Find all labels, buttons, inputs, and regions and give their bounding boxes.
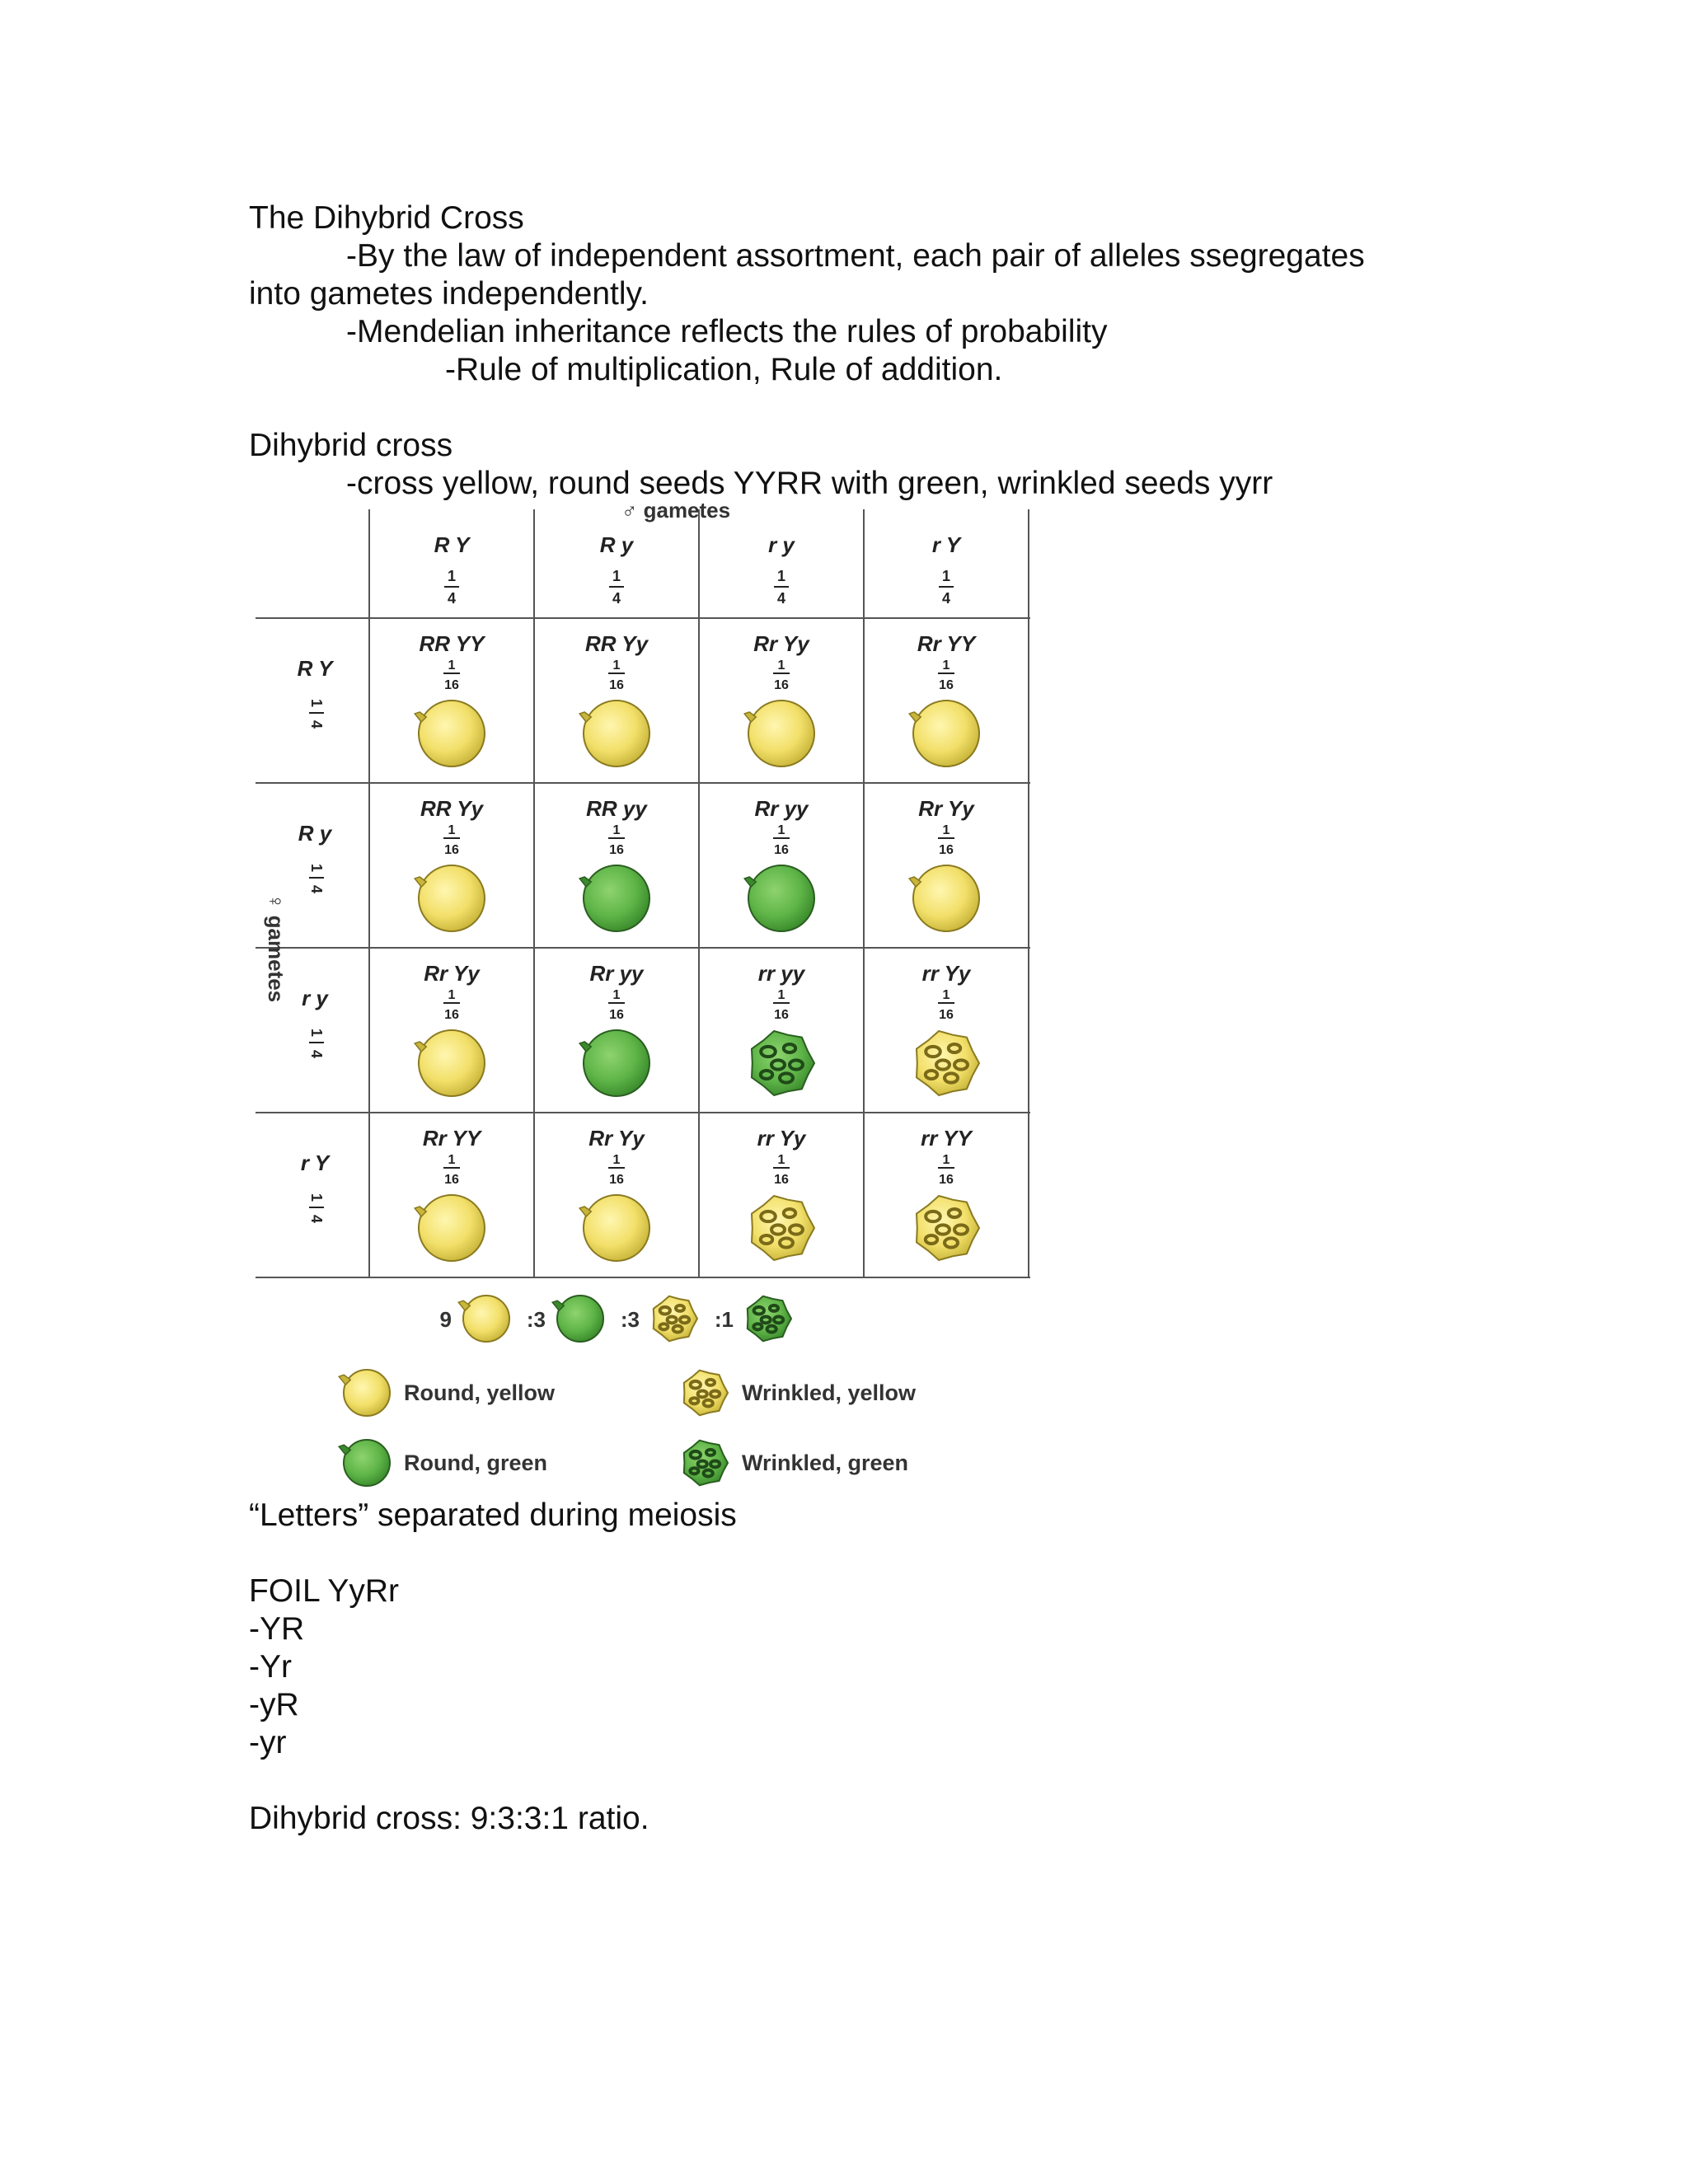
fraction-denominator: 4 bbox=[308, 1214, 325, 1224]
pea-body bbox=[419, 701, 485, 766]
pea-body bbox=[419, 1030, 485, 1096]
pea-round-yellow bbox=[579, 1195, 649, 1261]
fraction-numerator: 1 bbox=[308, 863, 325, 873]
punnett-cell bbox=[909, 796, 979, 931]
note-line: -Mendelian inheritance reflects the rules of probability bbox=[346, 314, 1108, 349]
fraction-denominator: 4 bbox=[776, 590, 786, 607]
punnett-cell bbox=[415, 1126, 485, 1261]
row-gamete-fraction bbox=[308, 1029, 325, 1058]
cell-genotype: RR YY bbox=[419, 631, 485, 656]
fraction-denominator: 4 bbox=[612, 590, 621, 607]
note-line: -Rule of multiplication, Rule of addition. bbox=[445, 352, 1003, 387]
row-gamete-label: r y bbox=[302, 986, 328, 1010]
cell-genotype: Rr Yy bbox=[424, 961, 480, 986]
gamete-list-item: -yR bbox=[249, 1687, 299, 1722]
pea-body bbox=[557, 1296, 603, 1342]
punnett-cell bbox=[579, 1126, 649, 1261]
section-title: Dihybrid cross bbox=[249, 428, 453, 463]
fraction-numerator: 1 bbox=[777, 823, 785, 837]
note-line: -By the law of independent assortment, each pair of alleles ssegregates bbox=[346, 238, 1365, 274]
ratio-pea-round-green bbox=[552, 1296, 603, 1342]
pea-round-yellow bbox=[909, 865, 979, 931]
punnett-cell bbox=[917, 961, 979, 1095]
row-gamete-label: R y bbox=[298, 821, 332, 846]
fraction-denominator: 16 bbox=[609, 843, 624, 857]
fraction-numerator: 1 bbox=[448, 658, 456, 673]
fraction-numerator: 1 bbox=[942, 823, 950, 837]
legend-label: Wrinkled, green bbox=[742, 1451, 909, 1475]
fraction-numerator: 1 bbox=[448, 988, 456, 1002]
cell-genotype: rr Yy bbox=[757, 1126, 806, 1151]
punnett-cell bbox=[917, 1126, 979, 1260]
legend-item-wrinkled-green bbox=[684, 1441, 908, 1486]
fraction-denominator: 16 bbox=[609, 1008, 624, 1022]
row-gamete-label: R Y bbox=[297, 656, 333, 681]
fraction-numerator: 1 bbox=[776, 568, 786, 584]
punnett-cell bbox=[752, 1126, 814, 1260]
cell-genotype: rr yy bbox=[757, 961, 805, 986]
fraction-denominator: 16 bbox=[444, 1008, 459, 1022]
fraction-numerator: 1 bbox=[612, 568, 621, 584]
pea-round-yellow bbox=[415, 1030, 485, 1096]
pea-round-yellow bbox=[909, 701, 979, 766]
fraction-denominator: 16 bbox=[939, 1173, 954, 1187]
legend-label: Wrinkled, yellow bbox=[742, 1380, 917, 1405]
pea-body bbox=[419, 865, 485, 931]
fraction-numerator: 1 bbox=[612, 1153, 621, 1167]
fraction-numerator: 1 bbox=[308, 698, 325, 708]
fraction-numerator: 1 bbox=[777, 1153, 785, 1167]
pea-round-green bbox=[579, 1030, 649, 1096]
fraction-numerator: 1 bbox=[941, 568, 951, 584]
male-gametes-label: ♂ gametes bbox=[621, 503, 731, 523]
fraction-numerator: 1 bbox=[612, 658, 621, 673]
punnett-cell bbox=[579, 631, 649, 766]
row-gamete-fraction bbox=[308, 864, 325, 893]
legend-pea-round-green bbox=[339, 1440, 390, 1486]
fraction-denominator: 4 bbox=[308, 1049, 325, 1059]
legend-label: Round, yellow bbox=[404, 1380, 556, 1405]
row-gamete-fraction bbox=[308, 699, 325, 729]
legend-pea-wrinkled-yellow bbox=[684, 1371, 728, 1416]
legend-label: Round, green bbox=[404, 1451, 547, 1475]
fraction-denominator: 16 bbox=[939, 843, 954, 857]
gamete-list-item: -yr bbox=[249, 1725, 287, 1760]
legend bbox=[339, 1370, 917, 1486]
pea-wrinkled-yellow bbox=[917, 1031, 979, 1095]
cell-genotype: Rr YY bbox=[917, 631, 976, 656]
fraction-numerator: 1 bbox=[308, 1193, 325, 1202]
fraction-numerator: 1 bbox=[942, 988, 950, 1002]
cell-genotype: Rr Yy bbox=[588, 1126, 645, 1151]
gamete-list-item: -Yr bbox=[249, 1649, 292, 1685]
fraction-denominator: 16 bbox=[939, 678, 954, 692]
fraction-denominator: 16 bbox=[444, 1173, 459, 1187]
fraction-denominator: 16 bbox=[444, 843, 459, 857]
column-gamete-label: r Y bbox=[931, 532, 961, 557]
pea-body bbox=[419, 1195, 485, 1261]
punnett-square-figure bbox=[247, 503, 1039, 1492]
fraction-denominator: 16 bbox=[609, 1173, 624, 1187]
pea-wrinkled-yellow bbox=[917, 1196, 979, 1260]
pea-body bbox=[913, 865, 979, 931]
ratio-number: :1 bbox=[714, 1307, 734, 1332]
legend-item-round-yellow bbox=[339, 1370, 556, 1416]
fraction-numerator: 1 bbox=[612, 823, 621, 837]
pea-round-green bbox=[579, 865, 649, 931]
pea-round-yellow bbox=[415, 701, 485, 766]
row-gamete-label: r Y bbox=[300, 1151, 330, 1175]
fraction-denominator: 16 bbox=[774, 678, 789, 692]
pea-body bbox=[748, 865, 814, 931]
cell-genotype: Rr yy bbox=[754, 796, 809, 821]
fraction-numerator: 1 bbox=[612, 988, 621, 1002]
fraction-numerator: 1 bbox=[448, 823, 456, 837]
fraction-numerator: 1 bbox=[942, 1153, 950, 1167]
fraction-denominator: 16 bbox=[774, 1173, 789, 1187]
phenotype-ratio bbox=[440, 1296, 791, 1342]
fraction-numerator: 1 bbox=[447, 568, 457, 584]
punnett-cell bbox=[415, 631, 486, 766]
pea-round-yellow bbox=[415, 865, 485, 931]
page-title: The Dihybrid Cross bbox=[249, 200, 524, 236]
fraction-numerator: 1 bbox=[448, 1153, 456, 1167]
fraction-numerator: 1 bbox=[942, 658, 950, 673]
fraction-denominator: 16 bbox=[774, 1008, 789, 1022]
pea-body bbox=[748, 701, 814, 766]
fraction-numerator: 1 bbox=[308, 1028, 325, 1038]
punnett-cell bbox=[752, 961, 814, 1095]
cell-genotype: rr YY bbox=[921, 1126, 972, 1151]
ratio-pea-round-yellow bbox=[458, 1296, 509, 1342]
cell-genotype: Rr yy bbox=[589, 961, 644, 986]
ratio-number: 9 bbox=[439, 1307, 452, 1332]
pea-wrinkled-yellow bbox=[752, 1196, 814, 1260]
pea-wrinkled-green bbox=[752, 1031, 814, 1095]
cell-genotype: Rr Yy bbox=[753, 631, 809, 656]
column-gamete-label: R y bbox=[599, 532, 634, 557]
ratio-number: :3 bbox=[620, 1307, 640, 1332]
conclusion: Dihybrid cross: 9:3:3:1 ratio. bbox=[249, 1801, 649, 1836]
cell-genotype: rr Yy bbox=[921, 961, 971, 986]
column-gamete-label: R Y bbox=[434, 532, 470, 557]
note-line: FOIL YyRr bbox=[249, 1573, 400, 1609]
fraction-denominator: 16 bbox=[774, 843, 789, 857]
punnett-cell bbox=[744, 631, 814, 766]
punnett-cell bbox=[909, 631, 979, 766]
row-gamete-fraction bbox=[308, 1193, 325, 1223]
fraction-denominator: 16 bbox=[939, 1008, 954, 1022]
fraction-denominator: 16 bbox=[609, 678, 624, 692]
legend-item-wrinkled-yellow bbox=[684, 1371, 917, 1416]
punnett-cell bbox=[415, 961, 485, 1096]
punnett-cell bbox=[579, 961, 649, 1096]
gamete-list-item: -YR bbox=[249, 1611, 305, 1647]
fraction-denominator: 16 bbox=[444, 678, 459, 692]
fraction-denominator: 4 bbox=[941, 590, 951, 607]
pea-body bbox=[344, 1440, 390, 1486]
cell-genotype: RR Yy bbox=[420, 796, 484, 821]
fraction-numerator: 1 bbox=[777, 658, 785, 673]
pea-body bbox=[584, 1195, 649, 1261]
ratio-pea-wrinkled-green bbox=[748, 1296, 791, 1342]
legend-pea-wrinkled-green bbox=[684, 1441, 728, 1486]
pea-body bbox=[584, 701, 649, 766]
cell-genotype: RR Yy bbox=[584, 631, 649, 656]
legend-item-round-green bbox=[339, 1440, 547, 1486]
female-gametes-label: ♀ gametes bbox=[264, 893, 288, 1003]
cell-genotype: Rr Yy bbox=[918, 796, 974, 821]
note-line: into gametes independently. bbox=[249, 276, 649, 312]
fraction-denominator: 4 bbox=[308, 719, 325, 729]
punnett-cell bbox=[415, 796, 485, 931]
pea-body bbox=[584, 1030, 649, 1096]
ratio-number: :3 bbox=[526, 1307, 546, 1332]
cell-genotype: Rr YY bbox=[422, 1126, 481, 1151]
note-line: -cross yellow, round seeds YYRR with green, wrinkled seeds yyrr bbox=[346, 466, 1273, 501]
pea-round-green bbox=[744, 865, 814, 931]
pea-body bbox=[913, 701, 979, 766]
legend-pea-round-yellow bbox=[339, 1370, 390, 1416]
cell-genotype: RR yy bbox=[586, 796, 647, 821]
fraction-denominator: 4 bbox=[447, 590, 457, 607]
pea-round-yellow bbox=[415, 1195, 485, 1261]
pea-body bbox=[463, 1296, 509, 1342]
pea-round-yellow bbox=[579, 701, 649, 766]
pea-body bbox=[584, 865, 649, 931]
ratio-pea-wrinkled-yellow bbox=[654, 1296, 697, 1342]
punnett-cells bbox=[415, 631, 979, 1261]
fraction-denominator: 4 bbox=[308, 884, 325, 894]
note-line: “Letters” separated during meiosis bbox=[249, 1497, 737, 1533]
fraction-numerator: 1 bbox=[777, 988, 785, 1002]
column-gamete-label: r y bbox=[768, 532, 795, 557]
pea-body bbox=[344, 1370, 390, 1416]
punnett-cell bbox=[579, 796, 649, 931]
punnett-cell bbox=[744, 796, 814, 931]
pea-round-yellow bbox=[744, 701, 814, 766]
